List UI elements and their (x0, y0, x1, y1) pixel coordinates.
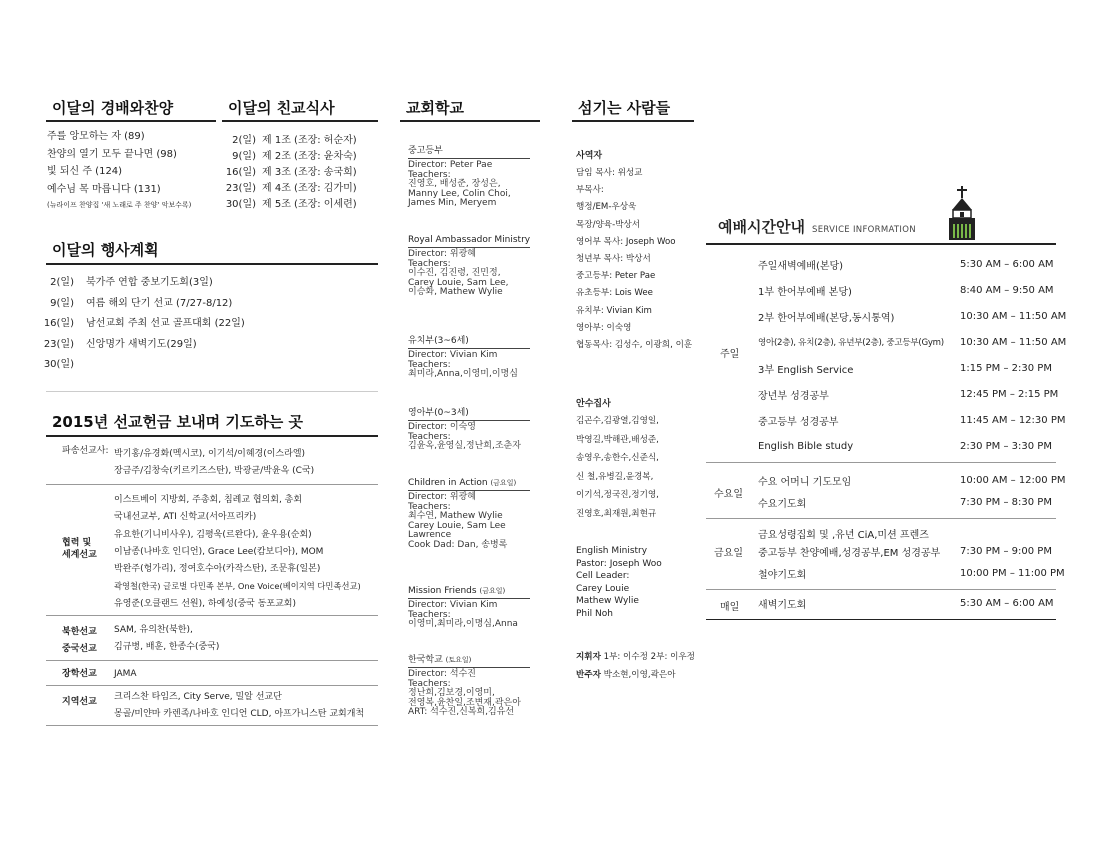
section-line: Manny Lee, Colin Choi, (408, 188, 511, 199)
accomp-label: 반주자 (576, 670, 601, 680)
mission-rule (46, 435, 378, 437)
school-section-title (408, 478, 530, 491)
praise-item: 주를 앙모하는 자 (89) (47, 131, 145, 142)
staff-title: 사역자 (576, 151, 603, 161)
section-line: Carey Louie, Sam Lee, (408, 277, 509, 288)
partner-line: 이스트베이 지방회, 주총회, 침례교 협의회, 총회 (114, 495, 303, 505)
service-row (706, 491, 1056, 513)
english-line: Mathew Wylie (576, 596, 639, 607)
servants-title: 섬기는 사람들 (578, 99, 671, 117)
service-name: 중고등부 성경공부 (758, 416, 839, 428)
service-row (706, 357, 1056, 379)
local-label: 지역선교 (62, 697, 97, 707)
service-name: 1부 한어부예배 본당) (758, 286, 852, 298)
choir-label: 지휘자 (576, 652, 601, 662)
service-time: 10:00 AM – 12:00 PM (960, 474, 1066, 486)
fellowship-row (222, 197, 357, 213)
section-line: Cook Dad: Dan, 송병록 (408, 539, 508, 550)
service-day: 주일 (720, 349, 740, 360)
north-line: SAM, 유의찬(북한), (114, 625, 193, 635)
accomp-line (576, 670, 676, 680)
section-name: Children in Action (408, 478, 488, 488)
fellowship-text: 제 2조 (조장: 윤차숙) (262, 151, 357, 162)
service-row (706, 253, 1056, 275)
section-line: Teachers: (408, 359, 451, 370)
divider (46, 484, 378, 485)
fellowship-row (222, 133, 357, 149)
school-section-title (408, 235, 530, 248)
section-line: Teachers: (408, 169, 451, 180)
local-line: 몽골/미얀마 카렌족/나바호 인디언 CLD, 아프가니스탄 교회개척 (114, 709, 365, 719)
service-subtitle: SERVICE INFORMATION (812, 225, 916, 235)
divider (46, 391, 378, 392)
events-title: 이달의 행사계획 (52, 241, 159, 259)
section-name: Mission Friends (408, 586, 477, 596)
praise-rule (46, 120, 216, 122)
section-line: 이승화, Mathew Wylie (408, 287, 503, 298)
english-line: Pastor: Joseph Woo (576, 558, 662, 569)
service-name: 수요기도회 (758, 498, 807, 510)
section-tag: (토요일) (445, 656, 472, 664)
service-name: 금요성령집회 및 ,유년 CiA,미션 프렌즈 (758, 529, 929, 541)
service-name: 3부 English Service (758, 364, 854, 376)
event-date: 30(일) (43, 359, 74, 370)
staff-item: 협동목사: 김성수, 이광희, 이훈 (576, 340, 693, 351)
choir-line (576, 652, 695, 662)
school-section-title (408, 333, 530, 349)
event-text: 북가주 연합 중보기도회(3일) (86, 277, 213, 288)
staff-item: 유초등부: Lois Wee (576, 288, 653, 299)
deacon-line: 이기석,정국진,정기영, (576, 490, 659, 500)
english-line: Carey Louie (576, 583, 630, 594)
fellowship-rule (222, 120, 378, 122)
fellowship-title: 이달의 친교식사 (228, 99, 335, 117)
service-time: 5:30 AM – 6:00 AM (960, 597, 1054, 609)
english-ministry (576, 545, 662, 621)
church-icon (944, 184, 980, 240)
service-name: English Bible study (758, 440, 854, 452)
section-line: Carey Louie, Sam Lee (408, 520, 506, 531)
service-row (706, 331, 1067, 353)
dispatch-lines (114, 446, 314, 480)
fellowship-date: 30(일) (225, 199, 256, 210)
event-row (40, 335, 245, 356)
fellowship-row (222, 165, 357, 181)
english-line: Phil Noh (576, 608, 613, 619)
partner-label (62, 537, 97, 561)
choir-text: 1부: 이수정 2부: 이우정 (603, 652, 695, 662)
divider (46, 660, 378, 661)
service-time: 11:45 AM – 12:30 PM (960, 414, 1066, 426)
school-section-title (408, 652, 530, 668)
section-name: 영아부(0~3세) (408, 408, 469, 418)
staff-item: 영어부 목사: Joseph Woo (576, 236, 676, 247)
service-name: 철야기도회 (758, 569, 807, 581)
school-section-body (408, 601, 530, 630)
event-date: 23(일) (43, 338, 74, 350)
section-tag: (금요일) (490, 479, 517, 487)
section-line: Teachers: (408, 258, 451, 269)
divider (46, 725, 378, 726)
scholar-text: JAMA (114, 669, 137, 679)
staff-item: 유치부: Vivian Kim (576, 305, 652, 316)
service-row (706, 562, 1065, 584)
partner-label-line: 세계선교 (62, 550, 97, 560)
fellowship-row (222, 181, 357, 197)
school-section (408, 143, 530, 209)
section-line: James Min, Meryem (408, 198, 497, 209)
section-line: Teachers: (408, 609, 451, 620)
service-row (706, 383, 1059, 405)
service-name: 수요 어머니 기도모임 (758, 476, 852, 488)
partner-line: 박완주(헝가리), 정여호수아(카작스탄), 조문휴(일본) (114, 564, 321, 575)
section-line: Director: 위광혜 (408, 249, 476, 259)
service-name: 장년부 성경공부 (758, 390, 829, 402)
service-time: 1:15 PM – 2:30 PM (960, 362, 1052, 374)
praise-item: 찬양의 열기 모두 끝나면 (98) (47, 148, 177, 160)
school-section (408, 652, 530, 718)
praise-note: (뉴라이프 찬양집 '새 노래로 주 찬양' 악보수록) (47, 201, 192, 209)
fellowship-text: 제 4조 (조장: 김가미) (262, 183, 357, 194)
section-line: ART: 석수진,신복희,김유선 (408, 707, 515, 718)
section-line: 김윤옥,윤영실,정난희,조춘자 (408, 441, 521, 452)
divider (46, 685, 378, 686)
section-line: Director: 석수진 (408, 669, 476, 679)
praise-item: 예수님 목 마릅니다 (131) (47, 183, 161, 195)
school-section-body (408, 670, 530, 718)
mission-title: 2015년 선교헌금 보내며 기도하는 곳 (52, 413, 304, 431)
praise-list (47, 128, 191, 212)
service-day: 수요일 (714, 489, 743, 500)
service-time: 7:30 PM – 9:00 PM (960, 545, 1052, 557)
deacon-line: 송영우,송한수,신준식, (576, 453, 659, 463)
local-lines (114, 689, 364, 723)
school-section-title (408, 405, 530, 421)
deacon-line: 진영호,최재원,최현규 (576, 508, 657, 519)
fellowship-date: 9(일) (232, 151, 256, 162)
praise-item: 빛 되신 주 (124) (47, 166, 123, 177)
section-line: Teachers: (408, 678, 451, 689)
section-line: 이수진, 김진령, 진민정, (408, 268, 501, 279)
section-line: Director: Vivian Kim (408, 600, 498, 610)
staff-item: 중고등부: Peter Pae (576, 271, 656, 282)
service-rule (706, 243, 1056, 245)
staff-item: 청년부 목사: 박상서 (576, 254, 651, 265)
local-line: 크리스찬 타임즈, City Serve, 밀알 선교단 (114, 692, 282, 702)
service-time: 12:45 PM – 2:15 PM (960, 388, 1059, 400)
events-rule (46, 263, 378, 265)
service-row (706, 279, 1056, 301)
event-text: 여름 해외 단기 선교 (7/27-8/12) (86, 297, 233, 309)
school-section-title (408, 586, 530, 599)
section-line: Director: Peter Pae (408, 160, 493, 170)
service-row (706, 435, 1056, 457)
service-row (706, 409, 1066, 431)
fellowship-text: 제 1조 (조장: 허순자) (262, 135, 357, 146)
event-row (40, 294, 245, 315)
event-date: 9(일) (50, 297, 74, 309)
north-label-line: 중국선교 (62, 644, 97, 654)
section-line: Teachers: (408, 501, 451, 512)
school-section-body (408, 161, 530, 209)
service-divider (706, 589, 1056, 590)
section-line: Director: 이숙영 (408, 422, 476, 432)
service-time: 7:30 PM – 8:30 PM (960, 496, 1052, 508)
service-row (706, 469, 1066, 491)
partner-line: 이남종(나바호 인디언), Grace Lee(캄보디아), MOM (114, 546, 324, 557)
dispatch-line: 박기홍/유경화(멕시코), 이기석/이혜경(이스라엘) (114, 449, 306, 459)
service-time: 2:30 PM – 3:30 PM (960, 440, 1052, 452)
accomp-text: 박소현,이영,곽은아 (603, 670, 676, 680)
school-section-title (408, 143, 530, 159)
staff-item: 담임 목사: 위성교 (576, 168, 643, 178)
partner-lines (114, 492, 361, 613)
section-line: Lawrence (408, 530, 452, 541)
events-list (40, 273, 245, 376)
staff-item: 영아부: 이숙영 (576, 322, 632, 333)
service-time: 10:30 AM – 11:50 AM (960, 336, 1067, 348)
fellowship-date: 23(일) (225, 183, 256, 194)
section-tag: (금요일) (479, 587, 506, 595)
deacon-line: 김곤수,김광열,김영일, (576, 416, 659, 426)
north-lines (114, 622, 219, 656)
school-section-body (408, 250, 530, 298)
partner-line: 유영준(오클랜드 선원), 하예성(중국 동포교회) (114, 598, 296, 609)
event-row (40, 355, 245, 376)
section-name: 한국학교 (408, 655, 443, 665)
north-label (62, 624, 97, 658)
fellowship-text: 제 3조 (조장: 송국희) (262, 167, 357, 178)
service-row (706, 592, 1056, 614)
north-line: 김규병, 배훈, 한종수(중국) (114, 642, 220, 652)
service-divider (706, 462, 1056, 463)
service-time: 8:40 AM – 9:50 AM (960, 284, 1054, 296)
staff-item: 목장/양육-박상서 (576, 219, 641, 230)
event-row (40, 273, 245, 294)
staff-item: 행정/EM-우상욱 (576, 202, 637, 213)
scholar-label: 장학선교 (62, 669, 97, 679)
event-date: 2(일) (50, 277, 74, 288)
partner-line: 국내선교부, ATI 신학교(서아프리카) (114, 512, 257, 523)
school-section (408, 586, 530, 630)
event-text: 신앙명가 새벽기도(29일) (86, 338, 197, 350)
section-line: Director: 위광혜 (408, 492, 476, 502)
service-time: 10:30 AM – 11:50 AM (960, 310, 1067, 322)
servants-rule (572, 120, 694, 122)
service-row (706, 305, 1067, 327)
staff-item: 부목사: (576, 185, 604, 196)
school-section-body (408, 351, 530, 380)
service-name: 주일새벽예배(본당) (758, 260, 844, 272)
section-line: Teachers: (408, 431, 451, 442)
deacon-line: 박영길,박해관,배성준, (576, 434, 659, 445)
section-line: 진영호, 배성준, 장성은, (408, 179, 501, 190)
section-line: 정난희,김보경,이영미, (408, 688, 495, 699)
section-name: 중고등부 (408, 146, 443, 156)
section-line: 전영복,윤찬일,조변재,곽은아 (408, 697, 521, 708)
deacon-title: 안수집사 (576, 399, 611, 409)
section-line: Director: Vivian Kim (408, 350, 498, 360)
event-date: 16(일) (43, 318, 74, 329)
event-row (40, 314, 245, 335)
partner-line: 곽영철(한국) 글로벌 다민족 본부, One Voice(베이지역 다민족선교) (114, 581, 361, 592)
school-section (408, 478, 530, 551)
school-title: 교회학교 (406, 99, 464, 117)
service-header (718, 216, 916, 237)
partner-line: 유요한(기니비사우), 김평욱(르완다), 윤우용(순회) (114, 529, 312, 540)
service-day: 매일 (720, 602, 740, 613)
english-line: English Ministry (576, 546, 648, 556)
section-line: 최미라,Anna,이영미,이명심 (408, 369, 518, 380)
school-rule (400, 120, 540, 122)
fellowship-date: 16(일) (225, 167, 256, 178)
section-name: 유치부(3~6세) (408, 336, 469, 346)
fellowship-date: 2(일) (232, 135, 256, 146)
staff-list (576, 165, 692, 354)
service-name: 2부 한어부예배(본당,동시통역) (758, 312, 895, 324)
school-section-body (408, 423, 530, 452)
fellowship-row (222, 149, 357, 165)
service-name: 영아(2층), 유치(2층), 유년부(2층), 중고등부(Gym) (758, 338, 944, 348)
service-divider (706, 518, 1056, 519)
service-time: 10:00 PM – 11:00 PM (960, 567, 1065, 579)
divider (46, 615, 378, 616)
fellowship-list (222, 133, 357, 213)
dispatch-line: 장금주/김창숙(키르키즈스탄), 박광균/박윤옥 (C국) (114, 466, 315, 476)
praise-title: 이달의 경배와찬양 (52, 99, 174, 117)
service-name: 중고등부 찬양예배,성경공부,EM 성경공부 (758, 547, 941, 559)
dispatch-label: 파송선교사: (62, 446, 109, 456)
deacon-line: 신 철,유병길,윤경복, (576, 471, 654, 482)
service-time: 5:30 AM – 6:00 AM (960, 258, 1054, 270)
section-line: 최수연, Mathew Wylie (408, 511, 503, 522)
school-section (408, 405, 530, 452)
school-section (408, 333, 530, 380)
event-text: 남선교회 주최 선교 골프대회 (22일) (86, 318, 245, 329)
english-line: Cell Leader: (576, 571, 630, 582)
service-row (706, 540, 1056, 562)
deacon-list (576, 412, 659, 523)
service-title: 예배시간안내 (718, 218, 805, 236)
section-line: 이영미,최미라,이명심,Anna (408, 619, 518, 630)
partner-label-line: 협력 및 (62, 538, 92, 548)
service-name: 새벽기도회 (758, 599, 807, 611)
section-name: Royal Ambassador Ministry (408, 235, 531, 245)
service-bottom-rule (706, 619, 1056, 620)
school-section (408, 235, 530, 298)
north-label-line: 북한선교 (62, 627, 97, 637)
service-day: 금요일 (714, 548, 743, 559)
fellowship-text: 제 5조 (조장: 이세련) (262, 199, 357, 210)
school-section-body (408, 493, 530, 551)
